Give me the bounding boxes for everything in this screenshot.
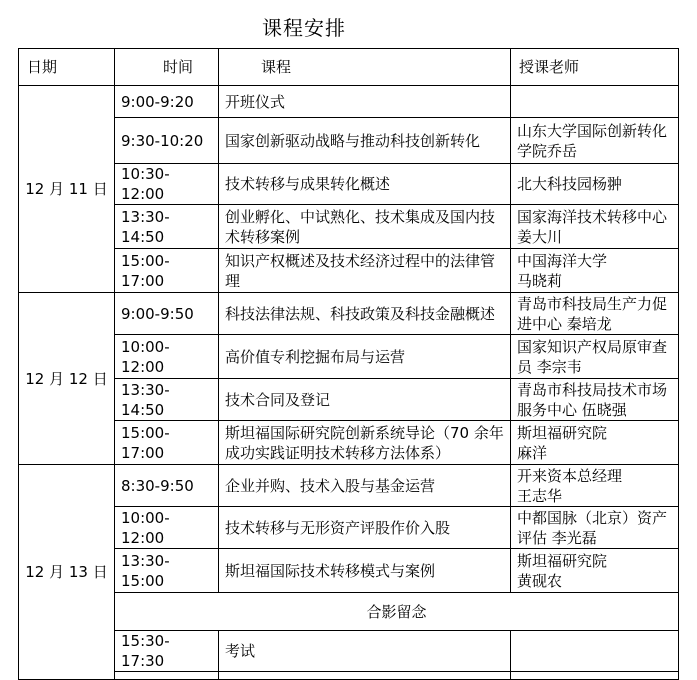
teacher-cell: 中国海洋大学 马晓莉 — [511, 249, 679, 293]
time-cell: 15:00-17:00 — [115, 249, 219, 293]
teacher-cell: 中都国脉（北京）资产评估 李光磊 — [511, 507, 679, 549]
table-row — [19, 593, 679, 631]
header-date: 日期 — [19, 49, 115, 86]
table-row — [19, 631, 679, 672]
teacher-cell — [511, 86, 679, 118]
table-row — [19, 335, 679, 379]
table-row — [19, 465, 679, 507]
table-row — [19, 421, 679, 465]
header-time: 时间 — [115, 49, 219, 86]
header-course: 课程 — [219, 49, 511, 86]
course-cell: 企业并购、技术入股与基金运营 — [219, 465, 511, 507]
course-cell: 技术转移与成果转化概述 — [219, 164, 511, 205]
table-row — [19, 672, 679, 680]
table-row — [19, 507, 679, 549]
teacher-cell — [511, 631, 679, 672]
group-photo-cell: 合影留念 — [115, 593, 679, 631]
teacher-cell: 北大科技园杨翀 — [511, 164, 679, 205]
spacer-cell — [115, 672, 219, 680]
course-cell: 高价值专利挖掘布局与运营 — [219, 335, 511, 379]
course-cell: 国家创新驱动战略与推动科技创新转化 — [219, 118, 511, 164]
course-cell: 斯坦福国际技术转移模式与案例 — [219, 549, 511, 593]
schedule-table — [18, 48, 679, 680]
time-cell: 10:00-12:00 — [115, 335, 219, 379]
teacher-cell: 国家海洋技术转移中心姜大川 — [511, 205, 679, 249]
table-row — [19, 164, 679, 205]
teacher-cell: 山东大学国际创新转化学院乔岳 — [511, 118, 679, 164]
page-title: 课程安排 — [262, 16, 346, 40]
course-cell: 创业孵化、中试熟化、技术集成及国内技术转移案例 — [219, 205, 511, 249]
header-teacher: 授课老师 — [511, 49, 679, 86]
teacher-cell: 国家知识产权局原审查员 李宗韦 — [511, 335, 679, 379]
time-cell: 9:30-10:20 — [115, 118, 219, 164]
time-cell: 15:00-17:00 — [115, 421, 219, 465]
time-cell: 13:30-14:50 — [115, 205, 219, 249]
table-row — [19, 205, 679, 249]
date-cell: 12 月 11 日 — [19, 86, 115, 293]
date-cell: 12 月 13 日 — [19, 465, 115, 680]
teacher-cell: 斯坦福研究院 麻洋 — [511, 421, 679, 465]
time-cell: 8:30-9:50 — [115, 465, 219, 507]
time-cell: 13:30-15:00 — [115, 549, 219, 593]
table-row — [19, 379, 679, 421]
time-cell: 10:00-12:00 — [115, 507, 219, 549]
course-cell: 知识产权概述及技术经济过程中的法律管理 — [219, 249, 511, 293]
time-cell: 10:30-12:00 — [115, 164, 219, 205]
teacher-cell: 青岛市科技局技术市场服务中心 伍晓强 — [511, 379, 679, 421]
date-cell: 12 月 12 日 — [19, 293, 115, 465]
course-cell: 考试 — [219, 631, 511, 672]
course-cell: 技术合同及登记 — [219, 379, 511, 421]
teacher-cell: 青岛市科技局生产力促进中心 秦培龙 — [511, 293, 679, 335]
course-cell: 技术转移与无形资产评股作价入股 — [219, 507, 511, 549]
table-row — [19, 249, 679, 293]
spacer-cell — [511, 672, 679, 680]
time-cell: 15:30-17:30 — [115, 631, 219, 672]
teacher-cell: 斯坦福研究院 黄砚农 — [511, 549, 679, 593]
table-row — [19, 549, 679, 593]
table-row — [19, 293, 679, 335]
course-cell: 开班仪式 — [219, 86, 511, 118]
time-cell: 9:00-9:50 — [115, 293, 219, 335]
course-cell: 斯坦福国际研究院创新系统导论（70 余年成功实践证明技术转移方法体系） — [219, 421, 511, 465]
time-cell: 13:30-14:50 — [115, 379, 219, 421]
course-cell: 科技法律法规、科技政策及科技金融概述 — [219, 293, 511, 335]
time-cell: 9:00-9:20 — [115, 86, 219, 118]
header-row — [19, 49, 679, 86]
teacher-cell: 开来资本总经理 王志华 — [511, 465, 679, 507]
table-row — [19, 86, 679, 118]
table-row — [19, 118, 679, 164]
spacer-cell — [219, 672, 511, 680]
